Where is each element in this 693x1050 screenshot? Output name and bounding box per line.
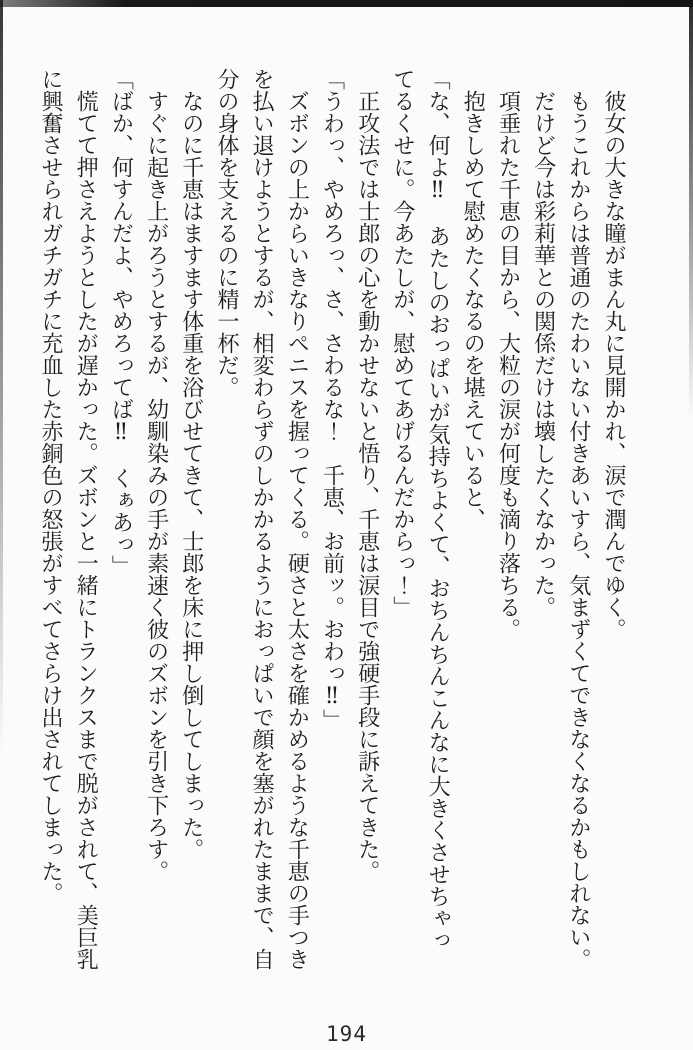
paragraph: すぐに起き上がろうとするが、幼馴染みの手が素速く彼のズボンを引き下ろす。 (143, 90, 169, 882)
paragraph: 「な、何よ‼ あたしのおっぱいが気持ちよくて、おちんちんこんなに大きくさせちゃってるくせに。今あたしが、慰めてあげるんだからっ！」 (389, 68, 451, 951)
paragraph: 彼女の大きな瞳がまん丸に見開かれ、涙で潤んでゆく。 (601, 90, 626, 640)
paragraph: 「ばか、何すんだよ、やめろってば‼ くぁあっ」 (108, 68, 134, 577)
paragraph: もうこれからは普通のたわいない付きあいすら、気まずくてできなくなるかもしれない。 (565, 90, 591, 970)
paragraph: なのに千恵はますます体重を浴びせてきて、士郎を床に押し倒してしまった。 (178, 90, 204, 860)
paragraph: ズボンの上からいきなりペニスを握ってくる。硬さと太さを確かめるような千恵の手つきを払い退けようとするが、相変わらずのしかかるようにおっぱいで顔を塞がれたままで、自分の身体を支えるのに精一杯だ。 (213, 68, 310, 970)
paragraph: 正攻法では士郎の心を動かせないと悟り、千恵は涙目で強硬手段に訴えてきた。 (354, 90, 380, 882)
paragraph: 「うわっ、やめろっ、さ、さわるな！ 千恵、お前ッ。おわっ‼」 (319, 68, 345, 731)
paragraph: だけど今は彩莉華との関係だけは壊したくなかった。 (530, 90, 556, 618)
paragraph: 慌てて押さえようとしたが遅かった。ズボンと一緒にトランクスまで脱がされて、美巨乳に興奮させられガチガチに充血した赤銅色の怒張がすべてさらけ出されてしまった。 (38, 68, 99, 970)
paragraph: 抱きしめて慰めたくなるのを堪えていると、 (460, 90, 486, 530)
page-number: 194 (326, 1022, 367, 1046)
paragraph: 項垂れた千恵の目から、大粒の涙が何度も滴り落ちる。 (495, 90, 521, 640)
